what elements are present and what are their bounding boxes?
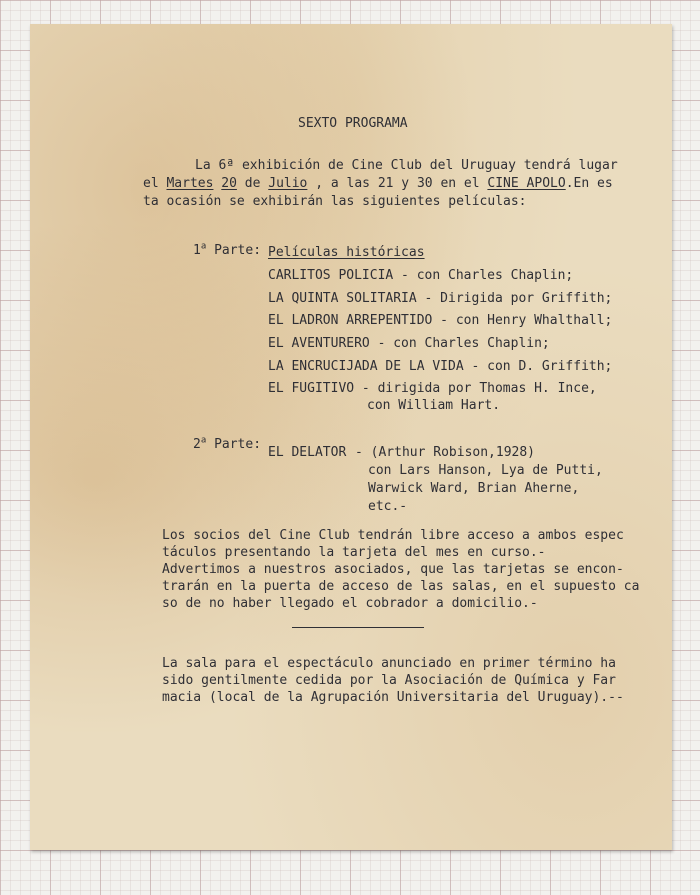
notice-line: so de no haber llegado el cobrador a domicilio.- [162, 596, 538, 611]
notice-line: táculos presentando la tarjeta del mes en curso.- [162, 545, 546, 560]
intro-text: de [236, 176, 269, 191]
film-line: EL LADRON ARREPENTIDO - con Henry Whalthall; [268, 313, 613, 328]
intro-text: , a las 21 y 30 en el [307, 176, 488, 191]
part1-heading: Películas históricas [268, 245, 425, 260]
part2-credit-line: etc.- [368, 499, 408, 514]
date-weekday: Martes [166, 176, 214, 191]
footer-line: macia (local de la Agrupación Universitaria del Uruguay).-- [162, 690, 624, 705]
intro-line-2 [143, 176, 613, 192]
footer-line: La sala para el espectáculo anunciado en primer término ha [162, 656, 616, 671]
typed-page [30, 24, 672, 850]
film-line: LA QUINTA SOLITARIA - Dirigida por Griffith; [268, 291, 613, 306]
notice-line: Los socios del Cine Club tendrán libre acceso a ambos espec [162, 528, 624, 543]
footer-line: sido gentilmente cedida por la Asociación de Química y Far [162, 673, 616, 688]
part1-ordinal: a [200, 241, 207, 252]
intro-text: el [143, 176, 167, 191]
date-day: 20 [221, 176, 237, 191]
page-title: SEXTO PROGRAMA [298, 116, 408, 131]
part2-credit-line: - (Arthur Robison,1928) [355, 445, 536, 460]
divider-rule [292, 627, 424, 628]
film-line: CARLITOS POLICIA - con Charles Chaplin; [268, 268, 574, 283]
notice-line: Advertimos a nuestros asociados, que las tarjetas se encon- [162, 562, 624, 577]
part2-number: 2 [193, 437, 201, 452]
part2-credit-line: Warwick Ward, Brian Aherne, [368, 481, 580, 496]
part1-number: 1 [193, 243, 201, 258]
part2-film: EL DELATOR [268, 445, 347, 460]
intro-text: .En es [565, 176, 613, 191]
intro-line-1: La 6ª exhibición de Cine Club del Uruguay tendrá lugar [195, 158, 618, 173]
part2-word: Parte: [206, 437, 262, 452]
notice-line: trarán en la puerta de acceso de las salas, en el supuesto ca [162, 579, 640, 594]
film-line: EL AVENTURERO - con Charles Chaplin; [268, 336, 550, 351]
part2-label [193, 437, 261, 453]
intro-line-3: ta ocasión se exhibirán las siguientes películas: [143, 194, 527, 209]
date-month: Julio [268, 176, 308, 191]
part2-ordinal: a [200, 435, 207, 446]
film-line: EL FUGITIVO - dirigida por Thomas H. Ince, [268, 381, 597, 396]
film-line: LA ENCRUCIJADA DE LA VIDA - con D. Griffith; [268, 359, 613, 374]
part1-label [193, 243, 261, 259]
film-line: con William Hart. [367, 398, 501, 413]
venue-name: CINE APOLO [487, 176, 566, 191]
part1-word: Parte: [206, 243, 262, 258]
part2-credit-line: con Lars Hanson, Lya de Putti, [368, 463, 603, 478]
